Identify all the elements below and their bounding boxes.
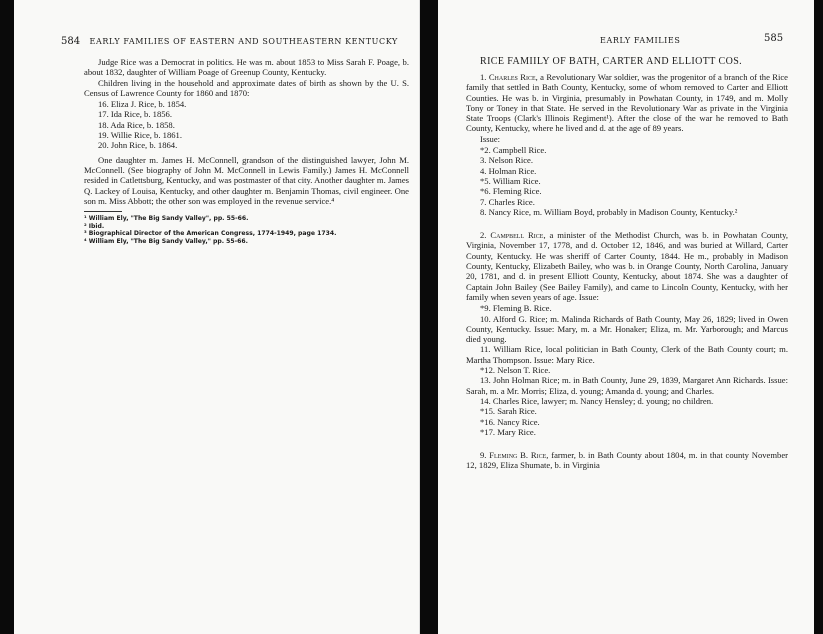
entry-text: , a Revolutionary War soldier, was the progenitor of a branch of the Rice family that settled in Bath County, Kentucky, some of whom removed to Carter and Elliott Counties. He was b. in Virginia, presumably in Powhatan County, in 1749, and m. Molly Tony or Toney in that State. He served in the Revolutionary War as private in the Virginia State Troops (Clark's Illinois Regiment¹). After the close of the war he removed to Bath County, Kentucky, where he lived and d. at the age of 89 years.: [466, 72, 788, 134]
entry-number: 2.: [480, 230, 491, 241]
footnote: ³ Biographical Director of the American Congress, 1774-1949, page 1734.: [84, 230, 337, 238]
list-item: *12. Nelson T. Rice.: [480, 365, 551, 376]
right-body: [466, 72, 788, 471]
entry-name: Fleming B. Rice: [489, 450, 547, 461]
list-item: 17. Ida Rice, b. 1856.: [98, 109, 172, 120]
entry-text: , a minister of the Methodist Church, was b. in Powhatan County, Virginia, November 17, 1778, and d. October 12, 1846, and was buried at Willard, Carter County, Kentucky. He was sheriff of Carter County, 1844. He m., probably in Madison County, Kentucky, Elizabeth Bailey, who was b. in Orange County, North Carolina, January 20, 1781, and d. in present Elliott County, Kentucky, about 1874. She was a daughter of Captain John Bailey (See Bailey Family), and came to Lincoln County, Kentucky, with her family when seven years of age. Issue:: [466, 230, 788, 302]
list-item: *5. William Rice.: [480, 175, 541, 186]
list-item: 19. Willie Rice, b. 1861.: [98, 130, 182, 141]
footnote: ⁴ William Ely, "The Big Sandy Valley," pp. 55-66.: [84, 237, 248, 245]
issue-list-1: [466, 145, 788, 217]
list-item: *15. Sarah Rice.: [480, 406, 537, 417]
left-page-number: 584: [61, 36, 81, 47]
right-running-head-text: EARLY FAMILIES: [600, 36, 681, 45]
right-page-number: 585: [764, 33, 784, 44]
paragraph-census: Children living in the household and approximate dates of birth as shown by the U. S. Census of Lawrence County for 1860 and 1870:: [84, 77, 409, 98]
issue-label: Issue:: [480, 133, 501, 144]
list-item: *6. Fleming Rice.: [480, 186, 542, 197]
entry-charles-rice: [466, 72, 788, 134]
list-item: *16. Nancy Rice.: [480, 416, 540, 427]
list-item: 18. Ada Rice, b. 1858.: [98, 119, 175, 130]
paragraph-daughters: One daughter m. James H. McConnell, grandson of the distinguished lawyer, John M. McConnell. (See biography of John M. McConnell in Lewis Family.) James H. McConnell resided in Catlettsburg, Kentucky, and was postmaster of that city. Another daughter m. James Q. Lackey of Louisa, Kentucky, and other daughter m. Benjamin Thomas, civil engineer. One son m. Miss Abbott; the other son was employed in the revenue service.⁴: [84, 154, 409, 206]
list-item: 13. John Holman Rice; m. in Bath County, June 29, 1839, Margaret Ann Richards. Issue: Sarah, m. a Mr. Morris; Eliza, d. young; Amanda d. young; and Charles.: [466, 375, 788, 396]
entry-campbell-rice: [466, 230, 788, 302]
entry-name: Charles Rice: [488, 72, 536, 82]
list-item: *9. Fleming B. Rice.: [480, 303, 552, 314]
list-item: 3. Nelson Rice.: [480, 155, 533, 166]
list-item: 11. William Rice, local politician in Bath County, Clerk of the Bath County court; m. Martha Thompson. Issue: Mary Rice.: [466, 344, 788, 365]
entry-number: 1.: [480, 72, 489, 82]
entry-text: , farmer, b. in Bath County about 1804, m. in that county November 12, 1829, Eliza Shumate, b. in Virginia: [466, 450, 789, 471]
left-page: [14, 0, 420, 634]
list-item: 14. Charles Rice, lawyer; m. Nancy Hensley; d. young; no children.: [480, 395, 714, 406]
footnote-rule: [84, 211, 122, 212]
list-item: 20. John Rice, b. 1864.: [98, 140, 178, 151]
section-title: RICE FAMIILY OF BATH, CARTER AND ELLIOTT COS.: [480, 56, 743, 67]
list-item: 10. Alford G. Rice; m. Malinda Richards of Bath County, May 26, 1829; lived in Owen County, Kentucky. Issue: Mary, m. a Mr. Honaker; Eliza, m. Mr. Yarborough; and Marcus died young.: [466, 313, 788, 345]
right-page: [438, 0, 814, 634]
footnote: ² Ibid.: [84, 222, 105, 230]
list-item: *17. Mary Rice.: [480, 426, 536, 437]
left-body: [84, 57, 409, 245]
entry-fleming-rice: [466, 450, 788, 471]
entry-number: 9.: [480, 450, 490, 461]
left-running-head-text: EARLY FAMILIES OF EASTERN AND SOUTHEASTERN KENTUCKY: [89, 37, 398, 46]
list-item: 7. Charles Rice.: [480, 196, 535, 207]
list-item: 4. Holman Rice.: [480, 165, 537, 176]
children-list: [84, 99, 409, 150]
right-running-head: [600, 36, 680, 45]
paragraph-judge-rice: Judge Rice was a Democrat in politics. He was m. about 1853 to Miss Sarah F. Poage, b. about 1832, daughter of William Poage of Greenup County, Kentucky.: [84, 57, 409, 78]
list-item: *2. Campbell Rice.: [480, 145, 547, 156]
list-item: 16. Eliza J. Rice, b. 1854.: [98, 99, 187, 110]
issue-list-2: [466, 303, 788, 437]
entry-name: Campbell Rice: [490, 230, 544, 241]
list-item: 8. Nancy Rice, m. William Boyd, probably in Madison County, Kentucky.²: [480, 206, 738, 217]
footnote: ¹ William Ely, "The Big Sandy Valley", pp. 55-66.: [84, 215, 249, 223]
left-running-head: [61, 36, 398, 47]
